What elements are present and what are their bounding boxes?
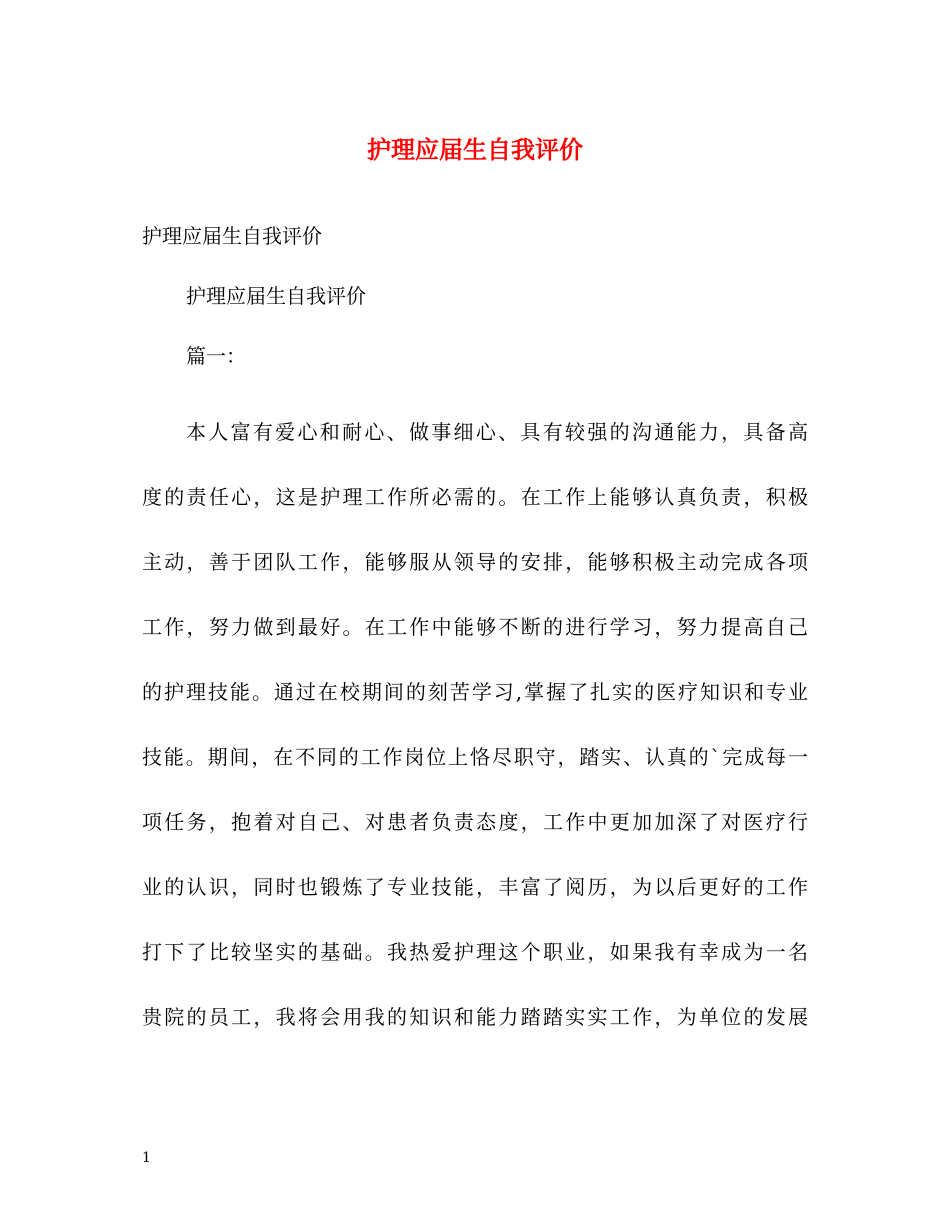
body-line: 贵院的员工，我将会用我的知识和能力踏踏实实工作，为单位的发展: [142, 1005, 808, 1029]
body-paragraph: [142, 400, 808, 1050]
document-title: 护理应届生自我评价: [367, 135, 583, 164]
body-line: 业的认识，同时也锻炼了专业技能，丰富了阅历，为以后更好的工作: [142, 875, 808, 899]
body-line: 技能。期间，在不同的工作岗位上恪尽职守，踏实、认真的`完成每一: [142, 745, 808, 769]
body-line: 的护理技能。通过在校期间的刻苦学习,掌握了扎实的医疗知识和专业: [142, 680, 808, 704]
body-line: 本人富有爱心和耐心、做事细心、具有较强的沟通能力，具备高: [186, 420, 808, 444]
subheading-2: 护理应届生自我评价: [186, 284, 366, 308]
page-number: 1: [142, 1150, 151, 1166]
body-line: 主动，善于团队工作，能够服从领导的安排，能够积极主动完成各项: [142, 550, 808, 574]
body-line: 打下了比较坚实的基础。我热爱护理这个职业，如果我有幸成为一名: [142, 940, 808, 964]
body-line: 度的责任心，这是护理工作所必需的。在工作上能够认真负责，积极: [142, 485, 808, 509]
section-label: 篇一：: [186, 344, 246, 368]
body-line: 项任务，抱着对自己、对患者负责态度，工作中更加加深了对医疗行: [142, 810, 808, 834]
body-line: 工作，努力做到最好。在工作中能够不断的进行学习，努力提高自己: [142, 615, 808, 639]
subheading-1: 护理应届生自我评价: [142, 224, 322, 248]
